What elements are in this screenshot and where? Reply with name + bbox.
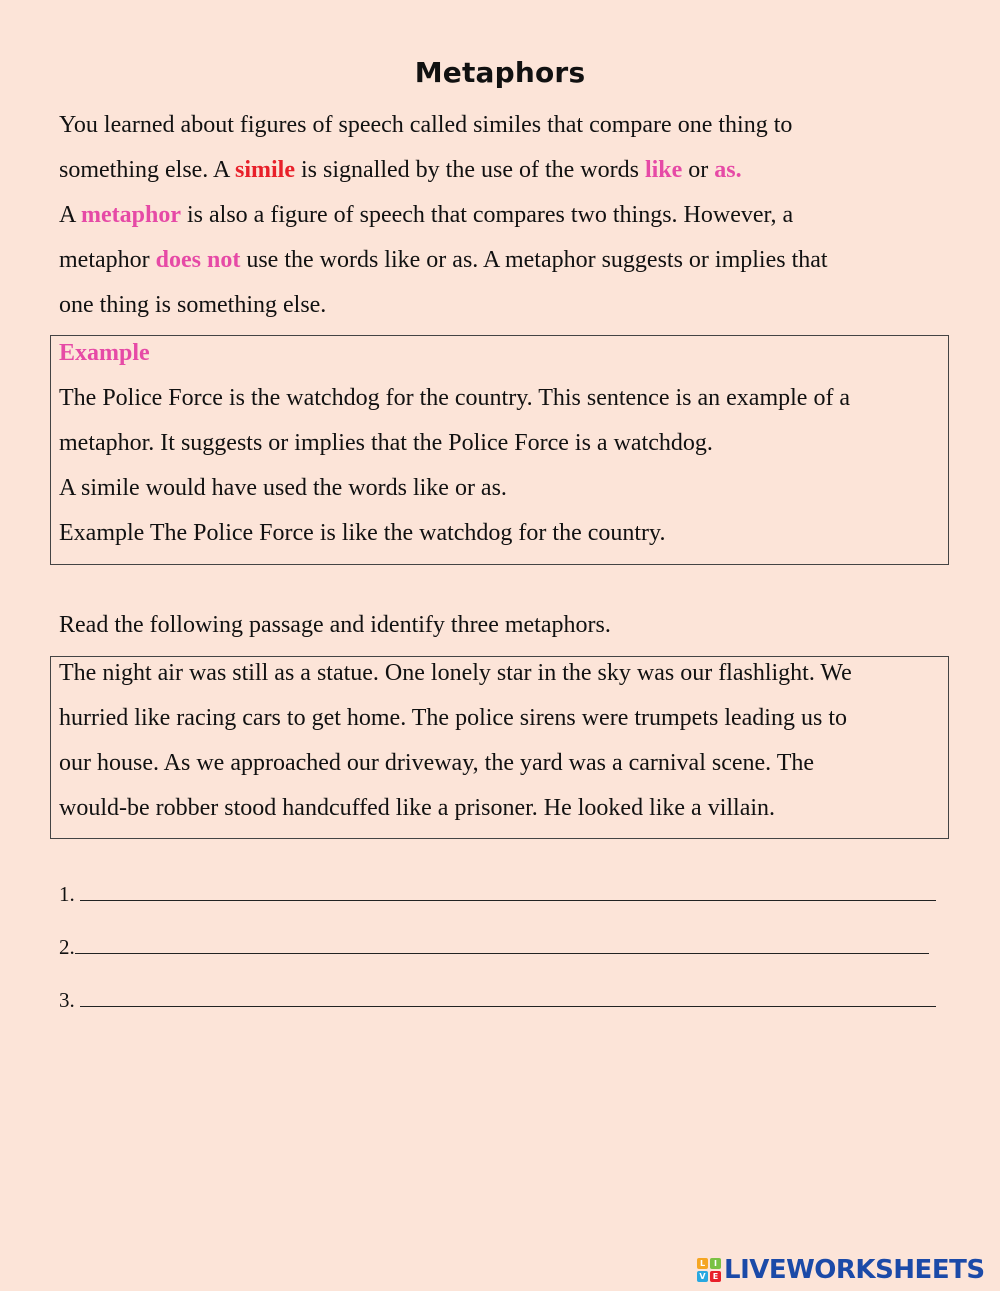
keyword-simile: simile	[235, 157, 295, 183]
example-line-3: A simile would have used the words like or as.	[59, 475, 507, 501]
answer-number: 1.	[59, 882, 80, 906]
intro-text: A	[59, 202, 82, 228]
answer-line-3[interactable]	[59, 986, 936, 1013]
logo-letter: I	[710, 1258, 721, 1269]
passage-line-1: The night air was still as a statue. One lonely star in the sky was our flashlight. We	[59, 660, 852, 686]
keyword-as: as.	[714, 157, 742, 183]
answer-number: 2.	[59, 935, 75, 959]
logo-icon	[697, 1258, 721, 1282]
answer-input[interactable]	[80, 880, 936, 901]
keyword-metaphor: metaphor	[81, 202, 181, 228]
answer-line-1[interactable]	[59, 880, 936, 907]
liveworksheets-logo	[697, 1255, 985, 1285]
intro-line-5: one thing is something else.	[59, 292, 327, 318]
intro-text: is signalled by the use of the words	[295, 157, 645, 183]
logo-text: LIVEWORKSHEETS	[724, 1255, 985, 1285]
passage-line-3: our house. As we approached our driveway, the yard was a carnival scene. The	[59, 750, 815, 776]
logo-letter: L	[697, 1258, 708, 1269]
answer-number: 3.	[59, 988, 80, 1012]
intro-text: metaphor	[59, 247, 156, 273]
intro-text: or	[682, 157, 715, 183]
answer-input[interactable]	[75, 933, 929, 954]
intro-text: something else. A	[59, 157, 235, 183]
answer-line-2[interactable]	[59, 933, 929, 960]
intro-text: use the words like or as. A metaphor suggests or implies that	[240, 247, 828, 273]
intro-line-4	[59, 245, 828, 275]
passage-line-2: hurried like racing cars to get home. The police sirens were trumpets leading us to	[59, 705, 847, 731]
intro-line-2	[59, 155, 742, 185]
intro-line-3	[59, 200, 793, 230]
instruction-text: Read the following passage and identify three metaphors.	[59, 612, 611, 638]
logo-letter: E	[710, 1271, 721, 1282]
passage-line-4: would-be robber stood handcuffed like a prisoner. He looked like a villain.	[59, 795, 776, 821]
intro-line-1: You learned about figures of speech called similes that compare one thing to	[59, 112, 793, 138]
example-heading: Example	[59, 340, 150, 366]
keyword-does-not: does not	[155, 247, 241, 273]
example-line-2: metaphor. It suggests or implies that the Police Force is a watchdog.	[59, 430, 713, 456]
page-title: Metaphors	[414, 56, 586, 89]
answer-input[interactable]	[80, 986, 936, 1007]
intro-text: is also a figure of speech that compares two things. However, a	[181, 202, 794, 228]
example-line-4: Example The Police Force is like the watchdog for the country.	[59, 520, 666, 546]
example-line-1: The Police Force is the watchdog for the country. This sentence is an example of a	[59, 385, 851, 411]
logo-letter: V	[697, 1271, 708, 1282]
keyword-like: like	[644, 157, 683, 183]
